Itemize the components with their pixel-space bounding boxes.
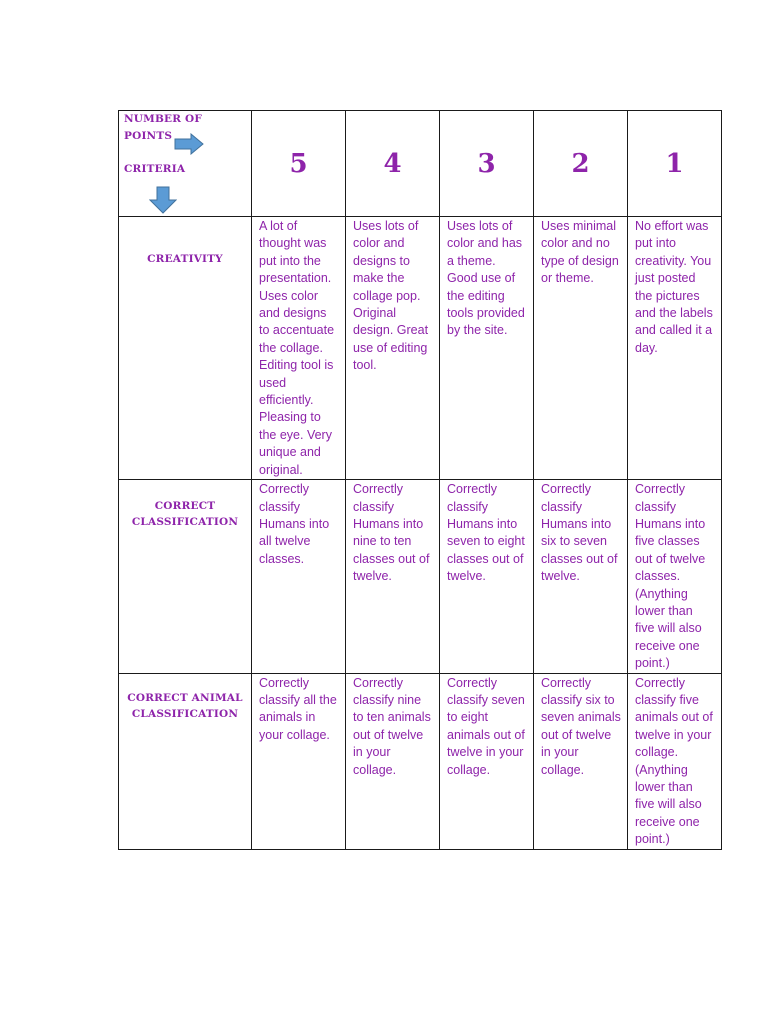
criterion-label-cell xyxy=(119,217,252,480)
points-heading-4: 4 xyxy=(346,111,440,217)
points-heading-1: 1 xyxy=(628,111,722,217)
description-cell: Correctly classify five animals out of twelve in your collage. (Anything lower than five will also receive one point.) xyxy=(628,673,722,849)
arrow-down-icon xyxy=(149,186,177,214)
criterion-label-cell xyxy=(119,480,252,673)
description-cell: Correctly classify six to seven animals out of twelve in your collage. xyxy=(534,673,628,849)
description-cell: Correctly classify nine to ten animals out of twelve in your collage. xyxy=(346,673,440,849)
criterion-label: CORRECT CLASSIFICATION xyxy=(131,500,239,529)
points-heading-3: 3 xyxy=(440,111,534,217)
description-cell: Correctly classify seven to eight animals out of twelve in your collage. xyxy=(440,673,534,849)
criteria-label: CRITERIA xyxy=(124,163,186,175)
description-cell: A lot of thought was put into the presentation. Uses color and designs to accentuate the collage. Editing tool is used efficiently. Pleasing to the eye. Very unique and original. xyxy=(252,217,346,480)
criterion-label: CREATIVITY xyxy=(147,253,223,265)
description-cell: Correctly classify Humans into six to seven classes out of twelve. xyxy=(534,480,628,673)
criterion-row-correct-classification xyxy=(119,480,722,673)
criterion-row-creativity xyxy=(119,217,722,480)
criterion-label-cell xyxy=(119,673,252,849)
description-cell: Correctly classify Humans into all twelve classes. xyxy=(252,480,346,673)
description-cell: Uses lots of color and has a theme. Good use of the editing tools provided by the site. xyxy=(440,217,534,480)
description-cell: Correctly classify all the animals in your collage. xyxy=(252,673,346,849)
criterion-label: CORRECT ANIMAL CLASSIFICATION xyxy=(127,691,243,720)
description-cell: Uses minimal color and no type of design or theme. xyxy=(534,217,628,480)
description-cell: Correctly classify Humans into nine to ten classes out of twelve. xyxy=(346,480,440,673)
points-heading-2: 2 xyxy=(534,111,628,217)
header-row xyxy=(119,111,722,217)
points-label: NUMBER OF POINTS xyxy=(124,113,203,142)
corner-cell xyxy=(119,111,252,217)
rubric-table xyxy=(118,110,722,850)
criterion-row-correct-animal-classification xyxy=(119,673,722,849)
arrow-right-icon xyxy=(174,133,204,155)
description-cell: Correctly classify Humans into five classes out of twelve classes. (Anything lower than five will also receive one point.) xyxy=(628,480,722,673)
description-cell: Correctly classify Humans into seven to eight classes out of twelve. xyxy=(440,480,534,673)
points-heading-5: 5 xyxy=(252,111,346,217)
description-cell: No effort was put into creativity. You just posted the pictures and the labels and called it a day. xyxy=(628,217,722,480)
description-cell: Uses lots of color and designs to make the collage pop. Original design. Great use of editing tool. xyxy=(346,217,440,480)
